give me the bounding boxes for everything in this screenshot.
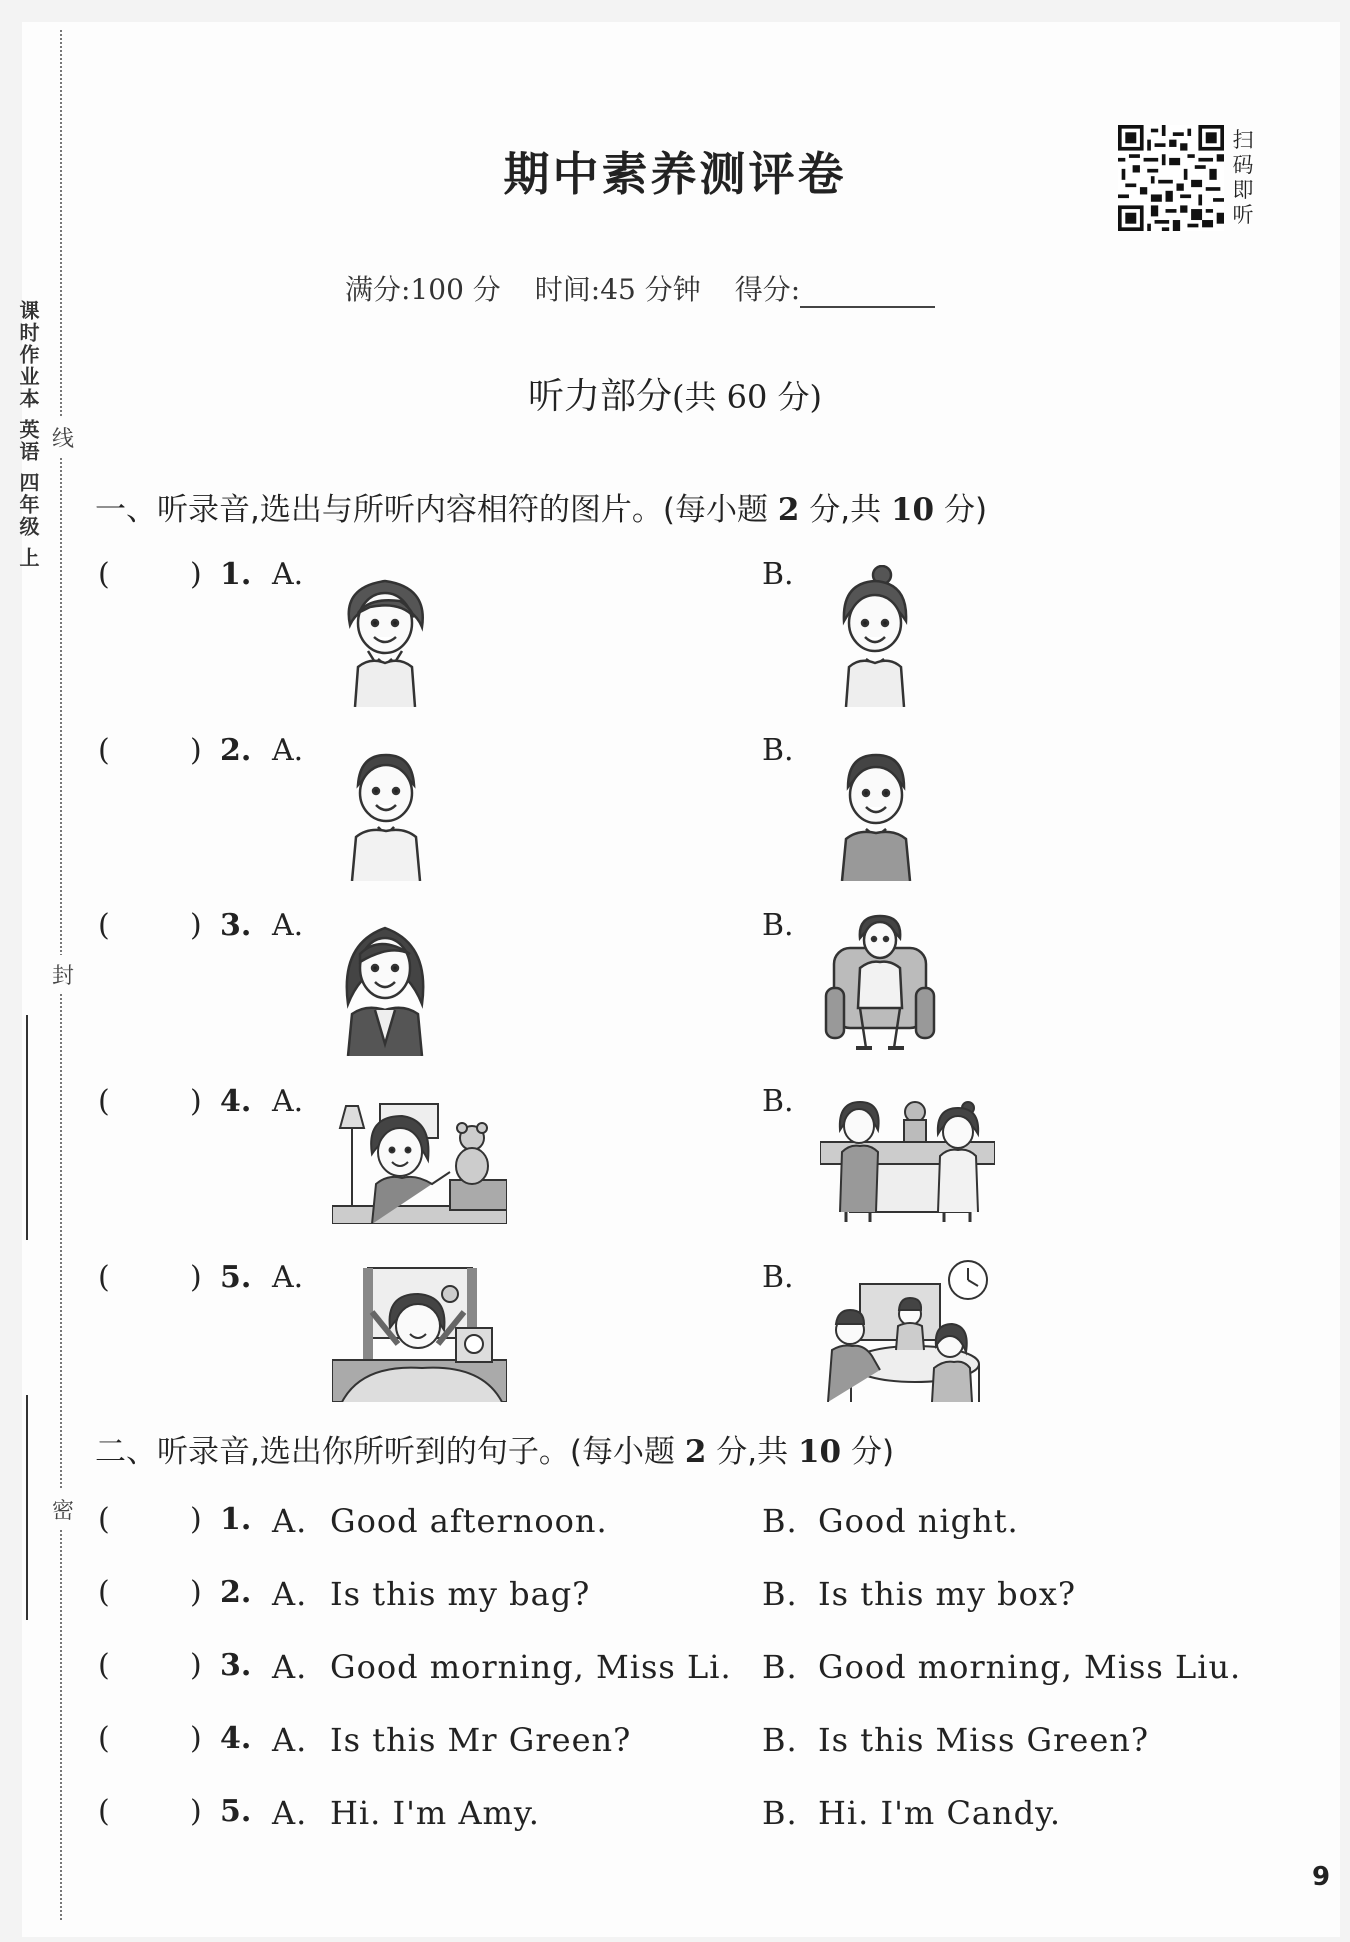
option-a-label: A. — [272, 1502, 308, 1540]
option-a-label: A. — [272, 1084, 304, 1119]
option-b-text: Hi. I'm Candy. — [818, 1794, 1062, 1832]
time-limit: 时间:45 分钟 — [534, 273, 701, 306]
answer-paren-open[interactable]: ( — [98, 1502, 110, 1537]
answer-paren-open[interactable]: ( — [98, 1648, 110, 1683]
side-book-title: 课时作业本 英语 四年级 上 — [16, 300, 40, 569]
answer-paren-open[interactable]: ( — [98, 1260, 110, 1295]
girl-waking-up-icon[interactable] — [332, 1264, 507, 1402]
qr-code-icon[interactable] — [1118, 125, 1224, 231]
option-b-label: B. — [762, 1648, 798, 1686]
section1-heading: 一、听录音,选出与所听内容相符的图片。(每小题 2 分,共 10 分) — [95, 492, 988, 528]
binding-char-seal: 封 — [52, 955, 74, 994]
page-title: 期中素养测评卷 — [503, 147, 847, 201]
option-b-label: B. — [762, 1794, 798, 1832]
full-score: 满分:100 分 — [345, 273, 501, 306]
woman-in-armchair-icon[interactable] — [820, 908, 940, 1058]
part-score: (共 60 分) — [671, 378, 823, 416]
boy-dark-shirt-icon[interactable] — [820, 741, 930, 881]
option-a-label: A. — [272, 1794, 308, 1832]
option-b-label: B. — [762, 1260, 794, 1295]
answer-paren-close: ) — [190, 1721, 202, 1756]
question-number: 2. — [220, 733, 252, 768]
option-a-text: Hi. I'm Amy. — [330, 1794, 540, 1832]
option-b-label: B. — [762, 908, 794, 943]
answer-paren-close: ) — [190, 1260, 202, 1295]
name-write-line — [26, 1015, 28, 1240]
class-write-line — [26, 1395, 28, 1620]
option-a-text: Good morning, Miss Li. — [330, 1648, 732, 1686]
question-number: 4. — [220, 1721, 252, 1756]
answer-paren-open[interactable]: ( — [98, 908, 110, 943]
option-b-label: B. — [762, 1084, 794, 1119]
question-number: 4. — [220, 1084, 252, 1119]
page-number: 9 — [1312, 1862, 1331, 1892]
option-a-text: Good afternoon. — [330, 1502, 608, 1540]
part-title: 听力部分 — [527, 376, 672, 417]
two-girls-at-counter-icon[interactable] — [820, 1094, 995, 1224]
question-number: 2. — [220, 1575, 252, 1610]
score-blank[interactable] — [800, 276, 935, 308]
exam-meta — [345, 268, 969, 308]
option-a-label: A. — [272, 1721, 308, 1759]
answer-paren-open[interactable]: ( — [98, 1721, 110, 1756]
option-b-text: Is this Miss Green? — [818, 1721, 1150, 1759]
option-a-text: Is this Mr Green? — [330, 1721, 632, 1759]
girl-short-hair-icon[interactable] — [330, 567, 440, 707]
answer-paren-close: ) — [190, 1575, 202, 1610]
option-a-label: A. — [272, 733, 304, 768]
option-a-label: A. — [272, 1260, 304, 1295]
family-dinner-icon[interactable] — [820, 1260, 995, 1402]
boy-white-shirt-icon[interactable] — [330, 741, 440, 881]
option-a-label: A. — [272, 1575, 308, 1613]
option-b-text: Good morning, Miss Liu. — [818, 1648, 1242, 1686]
option-a-label: A. — [272, 908, 304, 943]
question-number: 1. — [220, 1502, 252, 1537]
woman-jacket-icon[interactable] — [330, 914, 440, 1056]
answer-paren-close: ) — [190, 1084, 202, 1119]
section2-heading: 二、听录音,选出你所听到的句子。(每小题 2 分,共 10 分) — [95, 1434, 895, 1470]
option-b-label: B. — [762, 557, 794, 592]
binding-char-line: 线 — [52, 418, 74, 457]
answer-paren-close: ) — [190, 733, 202, 768]
answer-paren-open[interactable]: ( — [98, 1575, 110, 1610]
girl-ponytail-icon[interactable] — [820, 565, 930, 707]
question-number: 5. — [220, 1794, 252, 1829]
option-b-label: B. — [762, 1575, 798, 1613]
option-b-label: B. — [762, 733, 794, 768]
option-b-label: B. — [762, 1502, 798, 1540]
answer-paren-close: ) — [190, 908, 202, 943]
binding-char-seal2: 密 — [52, 1490, 74, 1529]
question-number: 3. — [220, 908, 252, 943]
answer-paren-open[interactable]: ( — [98, 1794, 110, 1829]
option-a-text: Is this my bag? — [330, 1575, 591, 1613]
qr-caption: 扫码即听 — [1232, 128, 1254, 227]
question-number: 3. — [220, 1648, 252, 1683]
answer-paren-close: ) — [190, 1502, 202, 1537]
part-heading — [0, 368, 1350, 419]
option-b-label: B. — [762, 1721, 798, 1759]
answer-paren-close: ) — [190, 1648, 202, 1683]
question-number: 5. — [220, 1260, 252, 1295]
answer-paren-close: ) — [190, 1794, 202, 1829]
answer-paren-open[interactable]: ( — [98, 1084, 110, 1119]
girl-with-teddy-bear-icon[interactable] — [332, 1094, 507, 1224]
score-label: 得分: — [734, 273, 801, 306]
question-number: 1. — [220, 557, 252, 592]
option-b-text: Is this my box? — [818, 1575, 1077, 1613]
option-b-text: Good night. — [818, 1502, 1019, 1540]
answer-paren-open[interactable]: ( — [98, 733, 110, 768]
option-a-label: A. — [272, 1648, 308, 1686]
answer-paren-close: ) — [190, 557, 202, 592]
option-a-label: A. — [272, 557, 304, 592]
answer-paren-open[interactable]: ( — [98, 557, 110, 592]
